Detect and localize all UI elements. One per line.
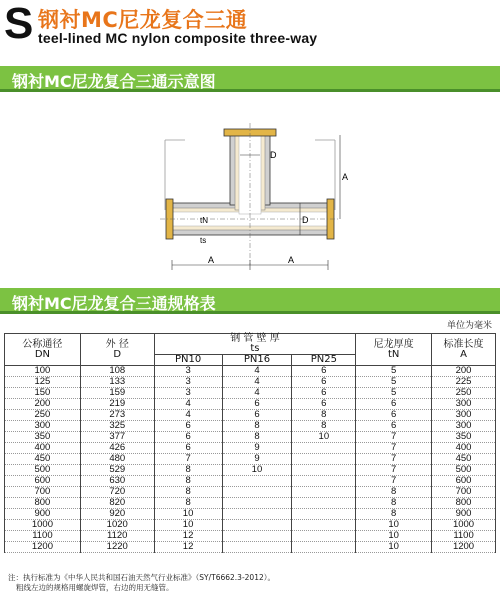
table-cell: 4 [222,366,292,377]
table-cell [222,542,292,553]
table-cell: 8 [356,498,432,509]
table-cell: 500 [5,465,81,476]
table-row [5,443,496,454]
table-cell: 250 [432,388,496,399]
section-bar-spec [0,288,500,314]
table-cell: 125 [5,377,81,388]
label-d-mid: D [302,215,309,225]
table-cell: 159 [80,388,154,399]
header-len: 标准长度 A [432,334,496,366]
table-cell: 3 [154,388,222,399]
table-cell: 7 [356,454,432,465]
table-cell: 1000 [5,520,81,531]
table-cell: 8 [356,487,432,498]
table-cell: 6 [222,410,292,421]
table-cell: 6 [154,432,222,443]
table-cell: 300 [432,399,496,410]
table-cell: 6 [356,421,432,432]
label-d-top: D [270,150,277,160]
table-cell: 4 [222,377,292,388]
table-cell: 820 [80,498,154,509]
table-cell: 8 [154,465,222,476]
table-cell: 10 [356,542,432,553]
table-cell: 100 [5,366,81,377]
table-cell: 3 [154,377,222,388]
header-letter: S [4,0,34,48]
table-cell: 7 [356,443,432,454]
section-title-spec: 钢衬MC尼龙复合三通规格表 [12,294,216,313]
table-cell [292,487,356,498]
table-cell [222,487,292,498]
table-cell: 600 [5,476,81,487]
table-cell: 1200 [432,542,496,553]
table-row [5,487,496,498]
table-cell: 350 [5,432,81,443]
table-cell: 1200 [5,542,81,553]
table-cell [292,531,356,542]
table-cell: 6 [356,399,432,410]
table-cell: 700 [432,487,496,498]
table-cell: 6 [292,366,356,377]
table-row [5,531,496,542]
table-cell: 12 [154,542,222,553]
table-cell: 8 [154,498,222,509]
page-header [0,0,500,48]
table-cell [222,509,292,520]
table-cell: 8 [222,432,292,443]
table-cell: 1100 [432,531,496,542]
table-cell: 426 [80,443,154,454]
table-cell: 4 [154,399,222,410]
table-cell: 5 [356,377,432,388]
table-cell: 150 [5,388,81,399]
section-bar-diagram [0,66,500,92]
tee-diagram [150,115,350,285]
table-cell: 8 [292,421,356,432]
table-cell: 200 [432,366,496,377]
table-row [5,509,496,520]
table-cell: 10 [154,509,222,520]
table-row [5,388,496,399]
table-cell [222,520,292,531]
table-cell: 1020 [80,520,154,531]
table-cell: 5 [356,388,432,399]
header-pn10: PN10 [154,355,222,366]
page-title: 钢衬MC尼龙复合三通 [38,8,248,32]
table-row [5,465,496,476]
table-cell: 6 [356,410,432,421]
header-wall: 钢 管 壁 厚 ts [154,334,356,355]
table-cell: 800 [432,498,496,509]
table-cell: 800 [5,498,81,509]
table-cell: 700 [5,487,81,498]
table-cell: 273 [80,410,154,421]
table-cell [292,520,356,531]
table-cell: 7 [356,465,432,476]
header-dn: 公称通径 DN [5,334,81,366]
table-cell: 5 [356,366,432,377]
footnote-line-1: 注：执行标准为《中华人民共和国石油天然气行业标准》（SY/T6662.3-2012）。 [8,573,275,582]
unit-note: 单位为毫米 [446,321,492,331]
table-cell: 480 [80,454,154,465]
table-cell: 219 [80,399,154,410]
table-cell: 6 [154,443,222,454]
table-cell: 10 [356,520,432,531]
table-cell: 9 [222,443,292,454]
table-cell: 350 [432,432,496,443]
table-cell [292,542,356,553]
table-cell [292,465,356,476]
table-cell: 920 [80,509,154,520]
section-title-diagram: 钢衬MC尼龙复合三通示意图 [12,72,216,91]
table-cell: 900 [432,509,496,520]
footnote [8,573,275,593]
table-cell: 8 [222,421,292,432]
table-cell [222,476,292,487]
table-cell: 1100 [5,531,81,542]
table-cell [292,454,356,465]
table-cell: 325 [80,421,154,432]
table-cell: 12 [154,531,222,542]
table-cell: 108 [80,366,154,377]
table-cell: 600 [432,476,496,487]
label-a-left: A [208,255,215,265]
label-a-right: A [342,172,349,182]
table-cell: 7 [356,476,432,487]
table-cell: 450 [5,454,81,465]
table-cell: 4 [154,410,222,421]
table-cell [292,498,356,509]
table-row [5,377,496,388]
table-cell [292,509,356,520]
table-row [5,498,496,509]
table-cell: 529 [80,465,154,476]
table-cell [292,443,356,454]
table-cell: 8 [154,476,222,487]
table-cell: 3 [154,366,222,377]
table-cell: 450 [432,454,496,465]
table-cell: 300 [432,421,496,432]
table-cell: 900 [5,509,81,520]
footnote-line-2: 粗线左边的规格用螺旋焊管，右边的用无缝管。 [16,583,174,592]
table-cell: 8 [154,487,222,498]
header-tn: 尼龙厚度 tN [356,334,432,366]
table-row [5,520,496,531]
table-cell: 225 [432,377,496,388]
table-cell: 10 [222,465,292,476]
header-pn25: PN25 [292,355,356,366]
table-cell: 1220 [80,542,154,553]
table-cell: 720 [80,487,154,498]
table-cell: 6 [292,388,356,399]
table-cell: 250 [5,410,81,421]
table-row [5,432,496,443]
table-cell: 133 [80,377,154,388]
table-cell: 400 [5,443,81,454]
header-pn16: PN16 [222,355,292,366]
spec-table [4,333,496,553]
table-cell: 4 [222,388,292,399]
table-row [5,476,496,487]
table-cell: 1000 [432,520,496,531]
spec-table-body [5,366,496,553]
table-cell: 7 [356,432,432,443]
table-cell [222,498,292,509]
label-a-bottom: A [288,255,295,265]
table-row [5,410,496,421]
table-cell [292,476,356,487]
page-subtitle: teel-lined MC nylon composite three-way [38,30,318,46]
table-cell: 400 [432,443,496,454]
label-tn: tN [200,216,208,225]
table-cell: 200 [5,399,81,410]
table-cell: 10 [154,520,222,531]
table-row [5,399,496,410]
table-cell: 6 [292,399,356,410]
table-cell: 500 [432,465,496,476]
table-cell: 300 [432,410,496,421]
table-cell: 1120 [80,531,154,542]
table-cell: 300 [5,421,81,432]
table-cell: 9 [222,454,292,465]
header-od: 外 径 D [80,334,154,366]
table-cell: 7 [154,454,222,465]
table-cell: 630 [80,476,154,487]
table-row [5,542,496,553]
centerlines [160,123,340,265]
table-cell: 6 [154,421,222,432]
table-row [5,421,496,432]
table-row [5,366,496,377]
label-ts: ts [200,236,207,245]
table-cell: 377 [80,432,154,443]
table-cell [222,531,292,542]
table-row [5,454,496,465]
table-cell: 8 [356,509,432,520]
table-cell: 10 [292,432,356,443]
table-cell: 10 [356,531,432,542]
table-cell: 8 [292,410,356,421]
table-cell: 6 [292,377,356,388]
table-cell: 6 [222,399,292,410]
